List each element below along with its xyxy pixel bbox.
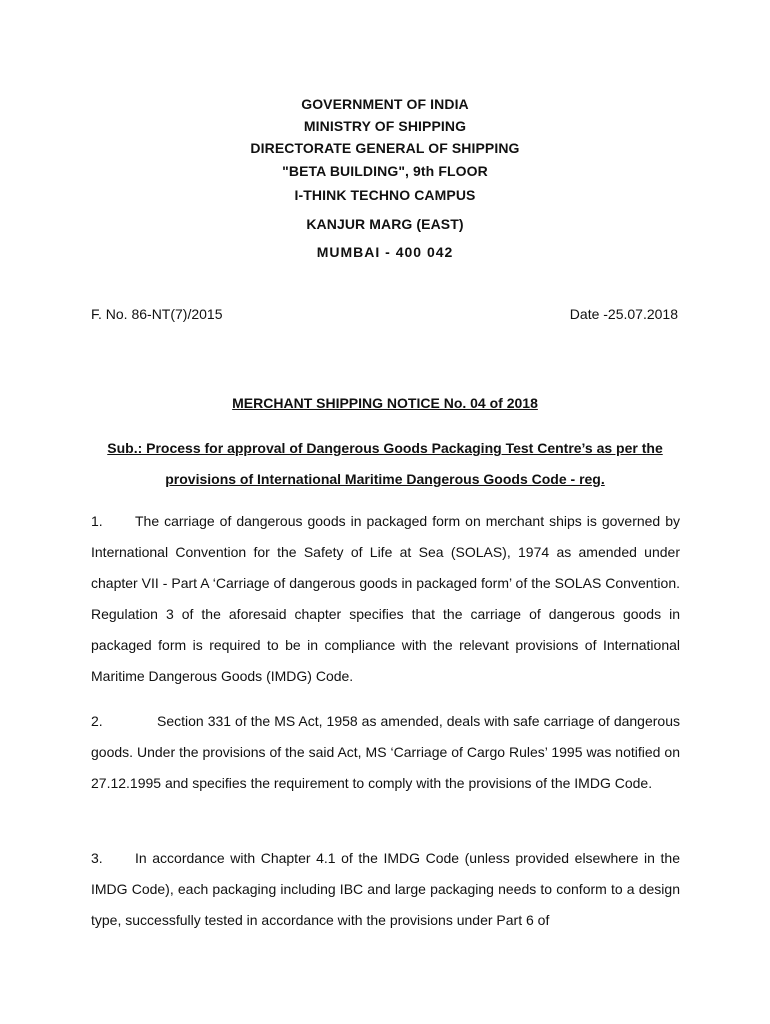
- file-number: F. No. 86-NT(7)/2015: [91, 306, 223, 322]
- paragraph-number: 2.: [91, 713, 103, 729]
- paragraph-2: [91, 706, 680, 799]
- header-government: GOVERNMENT OF INDIA: [301, 96, 469, 112]
- header-directorate: DIRECTORATE GENERAL OF SHIPPING: [250, 140, 520, 156]
- paragraph-text: In accordance with Chapter 4.1 of the IMDG Code (unless provided elsewhere in the IMDG Code), each packaging including IBC and large packaging needs to conform to a design type, successfully tested in accordance with the provisions under Part 6 of: [91, 850, 680, 928]
- notice-title: MERCHANT SHIPPING NOTICE No. 04 of 2018: [232, 395, 538, 411]
- paragraph-text: The carriage of dangerous goods in packaged form on merchant ships is governed by International Convention for the Safety of Life at Sea (SOLAS), 1974 as amended under chapter VII - Part A ‘Carriage of dangerous goods in packaged form’ of the SOLAS Convention. Regulation 3 of the aforesaid chapter specifies that the carriage of dangerous goods in packaged form is required to be in compliance with the relevant provisions of International Maritime Dangerous Goods (IMDG) Code.: [91, 513, 680, 684]
- paragraph-text: Section 331 of the MS Act, 1958 as amended, deals with safe carriage of dangerous goods. Under the provisions of the said Act, MS ‘Carriage of Cargo Rules’ 1995 was notified on 27.12.1995 and specifies the requirement to comply with the provisions of the IMDG Code.: [91, 713, 680, 791]
- header-building: "BETA BUILDING", 9th FLOOR: [282, 163, 488, 179]
- notice-date: Date -25.07.2018: [569, 306, 678, 322]
- header-campus: I-THINK TECHNO CAMPUS: [294, 187, 476, 203]
- header-locality: KANJUR MARG (EAST): [306, 216, 464, 232]
- subject-line-1: Sub.: Process for approval of Dangerous Goods Packaging Test Centre’s as per the: [107, 440, 663, 456]
- paragraph-number: 3.: [91, 850, 103, 866]
- paragraph-number: 1.: [91, 513, 103, 529]
- paragraph-1: [91, 506, 680, 692]
- paragraph-3: [91, 843, 680, 936]
- header-ministry: MINISTRY OF SHIPPING: [303, 118, 467, 134]
- subject-line-2: provisions of International Maritime Dangerous Goods Code - reg.: [165, 471, 605, 487]
- header-city: MUMBAI - 400 042: [316, 244, 454, 260]
